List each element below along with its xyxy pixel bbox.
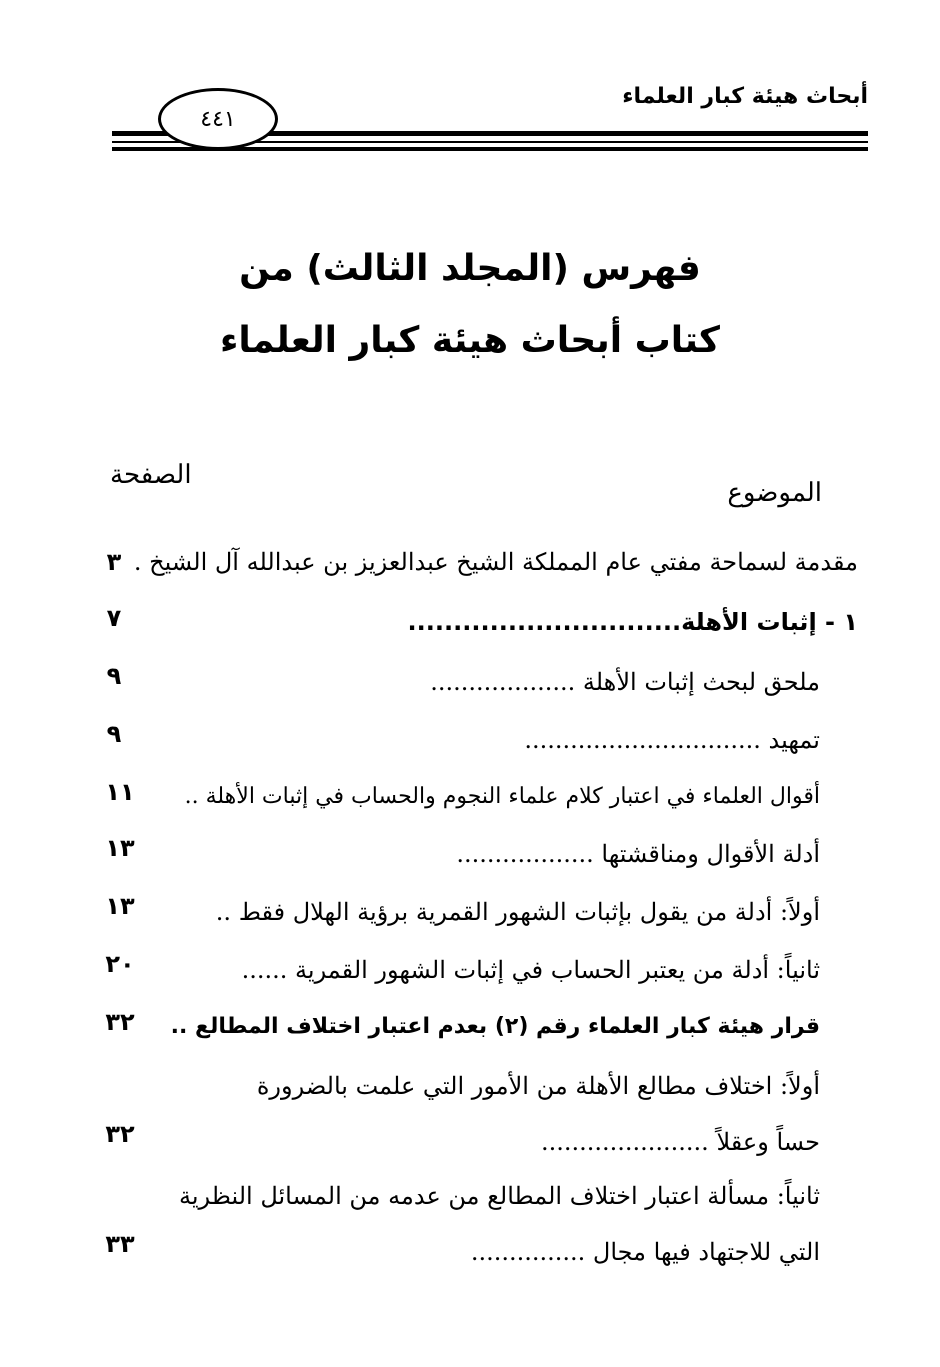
column-heading-subject: الموضوع [727,478,822,508]
toc-page-number: ٣٢ [105,1008,135,1036]
toc-page-number: ١٣ [105,834,135,862]
column-heading-page: الصفحة [110,460,192,490]
toc-entry [471,1238,820,1266]
toc-entry [242,956,820,984]
toc-page-number: ٩ [106,720,122,748]
toc-page-number: ٣٣ [105,1230,135,1258]
toc-leader-dots: ............................... [524,726,761,754]
toc-page-number: ١٣ [105,892,135,920]
toc-entry-text: أقوال العلماء في اعتبار كلام علماء النجوم والحساب في إثبات الأهلة [205,784,820,809]
toc-leader-dots: .............................. [407,608,682,636]
toc-page-number: ٢٠ [105,950,135,978]
toc-entry-text: ملحق لبحث إثبات الأهلة [582,668,820,696]
running-title: أبحاث هيئة كبار العلماء [622,84,868,109]
toc-entry [541,1128,820,1156]
index-title-line2: كتاب أبحاث هيئة كبار العلماء [220,320,720,361]
toc-entry-text: قرار هيئة كبار العلماء رقم (٢) بعدم اعتبار اختلاف المطالع [195,1014,820,1039]
toc-page-number: ٧ [106,604,122,632]
toc-entry-text: أولاً: أدلة من يقول بإثبات الشهور القمرية برؤية الهلال فقط [238,898,820,926]
toc-entry [134,548,858,576]
toc-entry-text: تمهيد [768,726,820,754]
toc-page-number: ١١ [105,778,135,806]
toc-leader-dots: .. [184,784,199,809]
toc-entry-text: مقدمة لسماحة مفتي عام المملكة الشيخ عبدالعزيز بن عبدالله آل الشيخ [149,548,858,576]
toc-entry [179,1182,820,1210]
toc-entry [216,898,820,926]
toc-entry [456,840,820,868]
toc-entry [430,668,820,696]
toc-leader-dots: .. [215,898,232,926]
toc-leader-dots: ...... [241,956,288,984]
toc-entry [257,1072,820,1100]
toc-entry-text: ١ - إثبات الأهلة [681,608,858,636]
toc-entry [524,726,820,754]
toc-entry [185,784,820,809]
toc-entry-text: حساً وعقلاً [716,1128,820,1156]
page-number: ٤٤١ [158,88,278,150]
toc-page-number: ٣ [106,548,122,576]
toc-page-number: ٩ [106,662,122,690]
toc-leader-dots: ...................... [540,1128,709,1156]
index-title-line1: فهرس (المجلد الثالث) من [239,248,701,289]
toc-leader-dots: .. [170,1014,188,1039]
toc-entry [171,1014,820,1039]
toc-entry-text: ثانياً: أدلة من يعتبر الحساب في إثبات الشهور القمرية [295,956,820,984]
toc-entry-text: أولاً: اختلاف مطالع الأهلة من الأمور التي علمت بالضرورة [256,1072,820,1100]
toc-entry-text: أدلة الأقوال ومناقشتها [601,840,820,868]
toc-entry-text: التي للاجتهاد فيها مجال [592,1238,820,1266]
toc-leader-dots: .................. [456,840,594,868]
toc-entry-text: ثانياً: مسألة اعتبار اختلاف المطالع من عدمه من المسائل النظرية [178,1182,820,1210]
toc-page-number: ٣٢ [105,1120,135,1148]
toc-leader-dots: ................... [430,668,576,696]
toc-leader-dots: . [133,548,142,576]
toc-entry [408,608,858,636]
toc-leader-dots: ............... [470,1238,586,1266]
